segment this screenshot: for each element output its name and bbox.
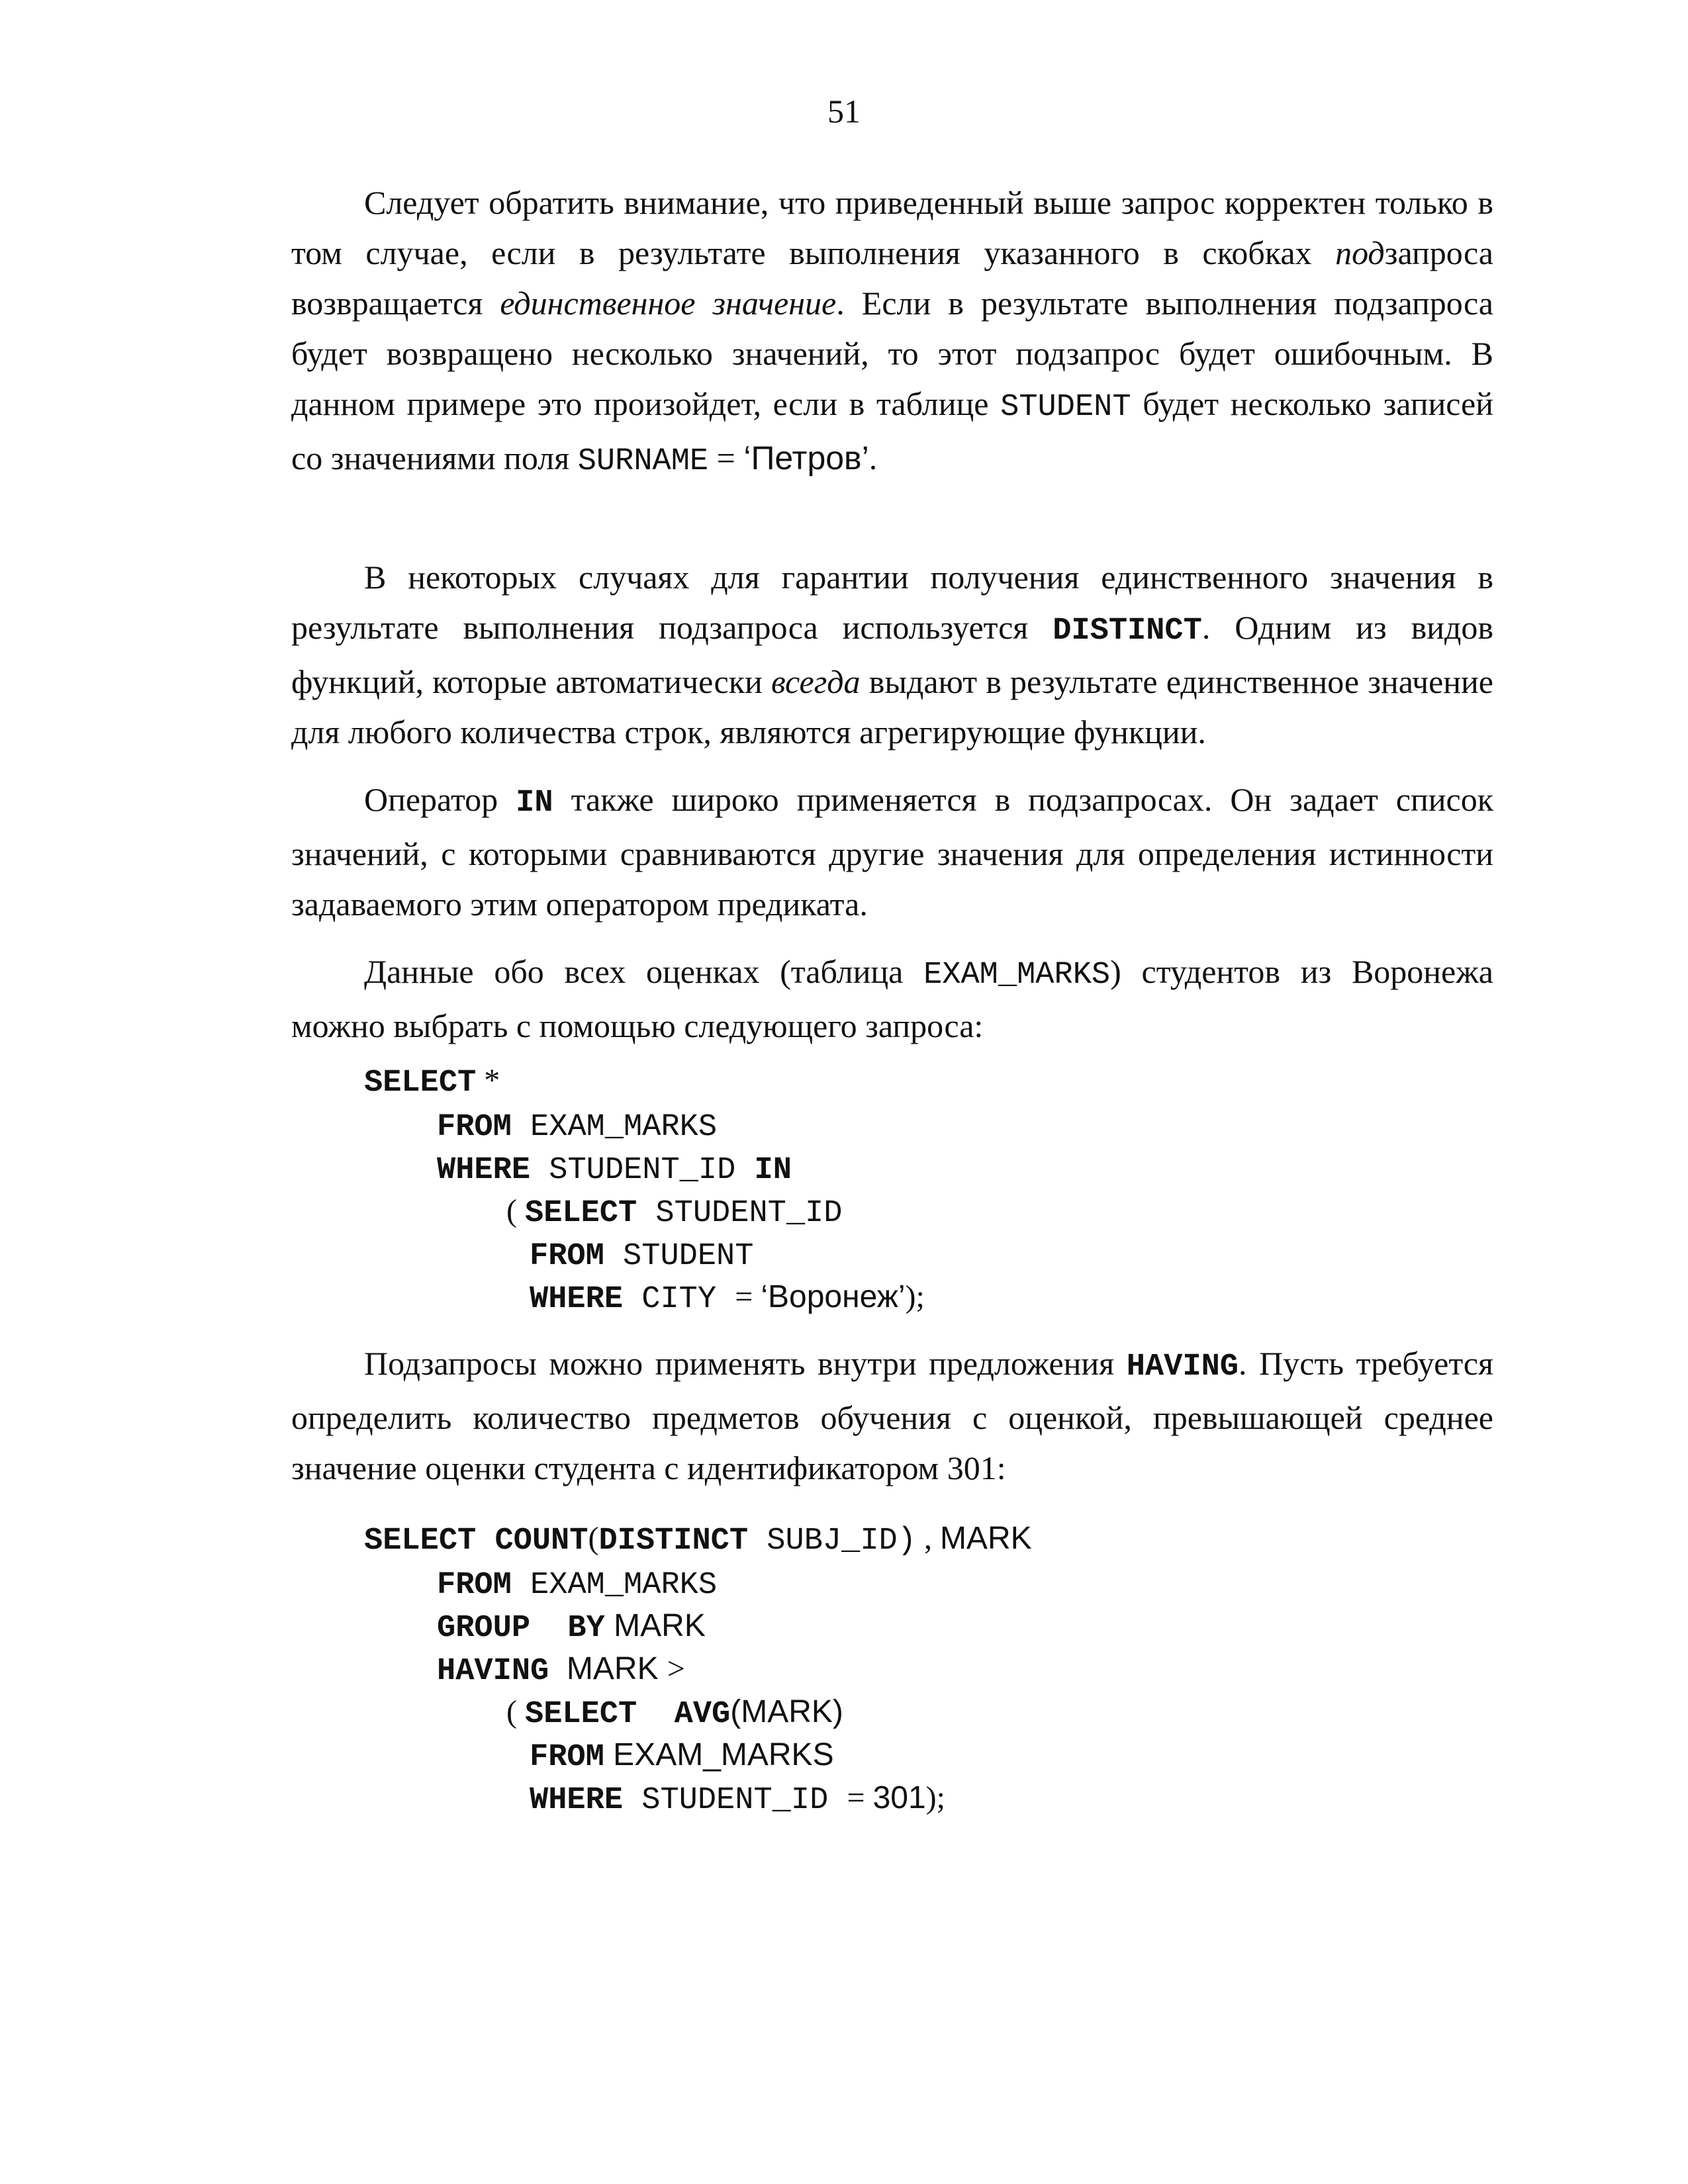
code-line: SELECT COUNT(DISTINCT SUBJ_ID) , MARK [364,1521,1032,1559]
code-line: WHERE CITY = ‘Воронеж’); [530,1279,925,1317]
code-line: SELECT * [364,1063,500,1101]
paragraph-having: Подзапросы можно применять внутри предложения HAVING. Пусть требуется определить количество предметов обучения с оценкой, превышающей среднее значение оценки студента с идентификатором 301: [291,1345,1493,1486]
code-line: FROM EXAM_MARKS [437,1110,718,1145]
code-exam-marks: EXAM_MARKS [923,958,1111,993]
paragraph-voronezh-intro: Данные обо всех оценках (таблица EXAM_MARKS) студентов из Воронежа можно выбрать с помощью следующего запроса: [291,953,1493,1044]
code-line: WHERE STUDENT_ID = 301); [530,1780,945,1818]
paragraph-subquery-single-value: Следует обратить внимание, что приведенный выше запрос корректен только в том случае, если в результате выполнения указанного в скобках подзапроса возвращается единственное значение. Если в результате выполнения подзапроса будет возвращено несколько значений, то этот подзапрос будет ошибочным. В данном примере это произойдет, если в таблице STUDENT будет несколько записей со значениями поля SURNAME = ‘Петров’. [291,184,1493,479]
code-line: FROM STUDENT [530,1239,754,1274]
code-surname: SURNAME [577,444,709,479]
emphasis-pod: под [1335,234,1385,271]
code-line: ( SELECT STUDENT_ID [506,1193,843,1231]
keyword-in: IN [516,786,553,821]
code-student: STUDENT [1000,390,1131,425]
code-line: GROUP BY MARK [437,1608,706,1646]
keyword-distinct: DISTINCT [1053,614,1202,649]
code-line: FROM EXAM_MARKS [437,1568,718,1603]
emphasis-always: всегда [771,663,861,700]
paragraph-distinct: В некоторых случаях для гарантии получения единственного значения в результате выполнения подзапроса используется DISTINCT. Одним из видов функций, которые автоматически всегда выдают в результате единственное значение для любого количества строк, являются агрегирующие функции. [291,559,1493,751]
page-number: 51 [827,93,861,130]
code-line: ( SELECT AVG(MARK) [506,1694,843,1732]
paragraph-in-operator: Оператор IN также широко применяется в подзапросах. Он задает список значений, с которыми сравниваются другие значения для определения истинности задаваемого этим оператором предиката. [291,781,1493,923]
value-petrov: ‘Петров’ [743,439,869,477]
code-line: WHERE STUDENT_ID IN [437,1153,792,1188]
code-line: FROM EXAM_MARKS [530,1737,834,1775]
keyword-having: HAVING [1126,1349,1239,1385]
code-line: HAVING MARK > [437,1651,685,1689]
emphasis-single-value: единственное значение [500,285,837,322]
